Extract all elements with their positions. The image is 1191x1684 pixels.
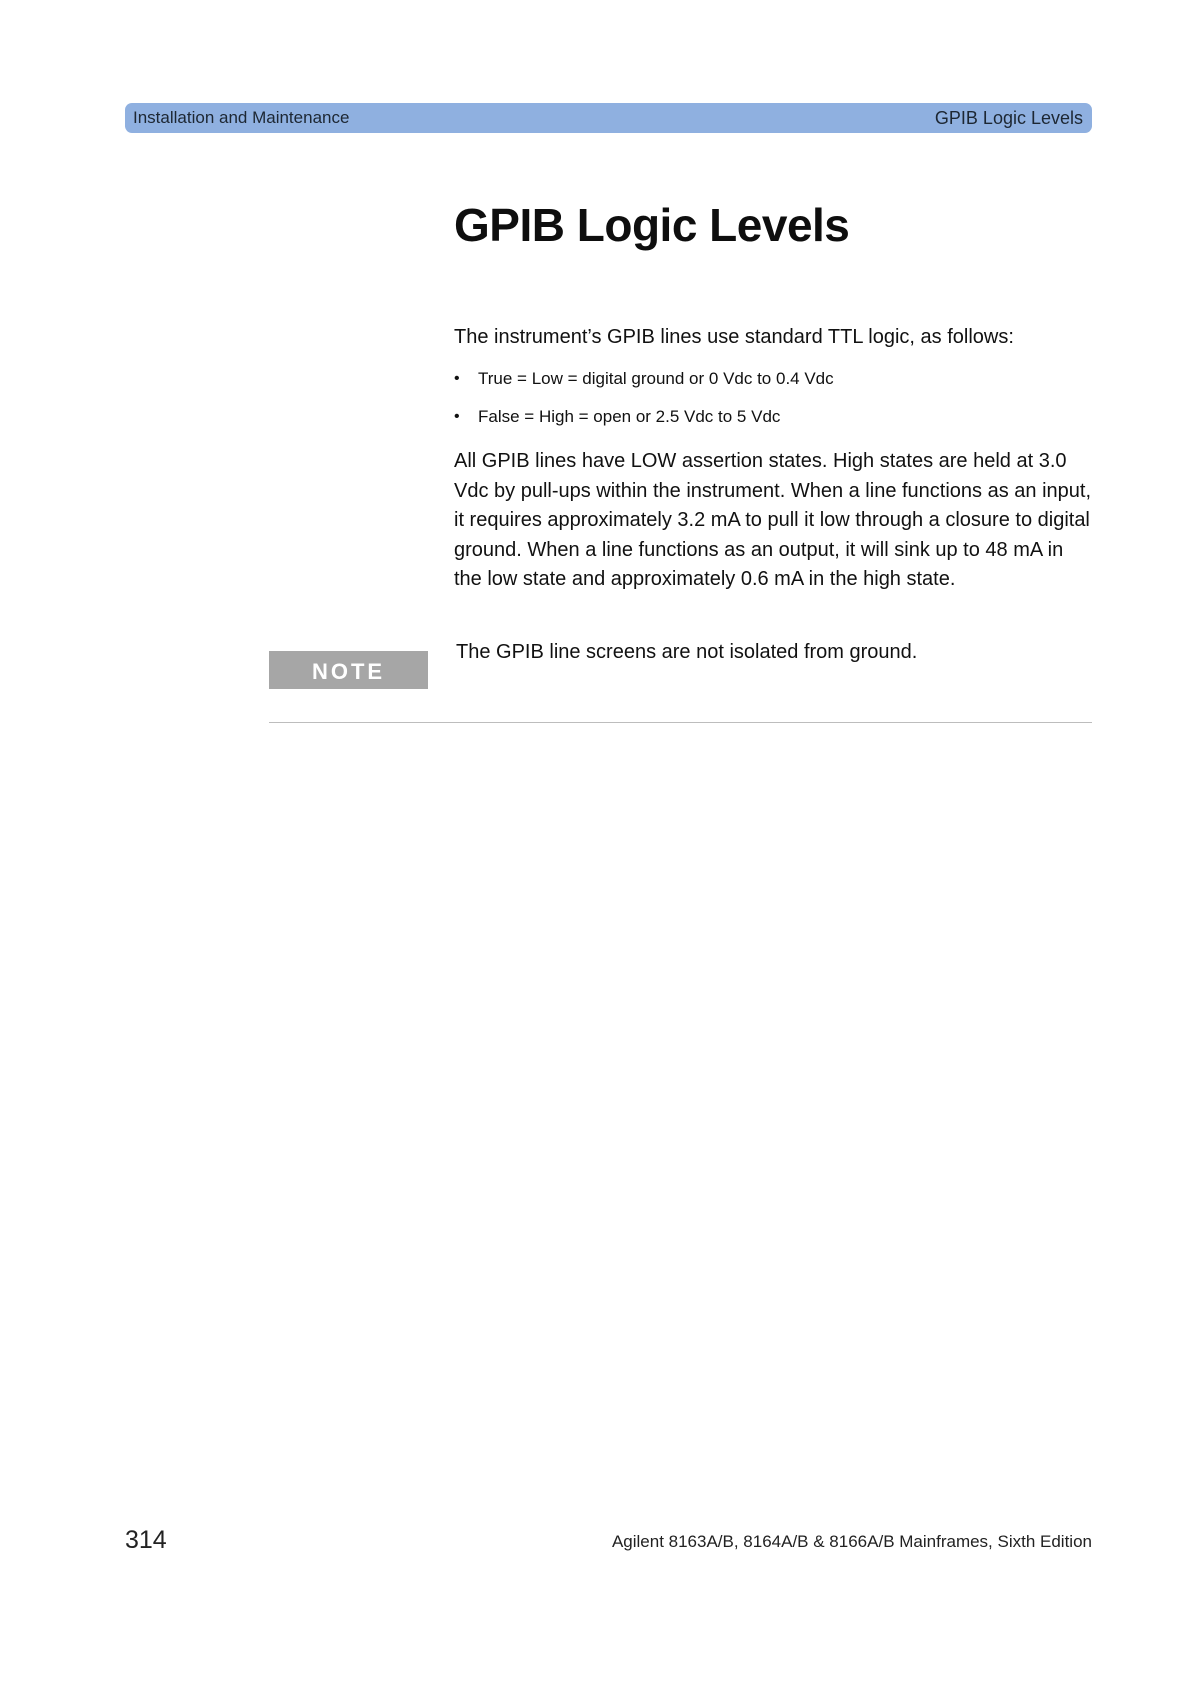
- page-title: GPIB Logic Levels: [454, 199, 850, 251]
- note-divider: [269, 722, 1092, 723]
- bullet-icon: •: [454, 408, 460, 425]
- list-item: [454, 405, 834, 443]
- note-badge: NOTE: [269, 651, 428, 689]
- bullet-icon: •: [454, 370, 460, 387]
- header-section-label: Installation and Maintenance: [133, 108, 350, 127]
- body-paragraph: All GPIB lines have LOW assertion states. High states are held at 3.0 Vdc by pull-ups within the instrument. When a line functions as an input, it requires approximately 3.2 mA to pull it low through a closure to digital ground. When a line functions as an output, it will sink up to 48 mA in the low state and approximately 0.6 mA in the high state.: [454, 450, 1092, 590]
- page-number: 314: [125, 1526, 167, 1554]
- list-item-text: True = Low = digital ground or 0 Vdc to 0.4 Vdc: [478, 369, 834, 388]
- list-item: [454, 367, 834, 405]
- header-topic-label: GPIB Logic Levels: [934, 108, 1083, 128]
- list-item-text: False = High = open or 2.5 Vdc to 5 Vdc: [478, 407, 781, 426]
- footer-edition: Agilent 8163A/B, 8164A/B & 8166A/B Mainframes, Sixth Edition: [611, 1532, 1092, 1551]
- note-text: The GPIB line screens are not isolated from ground.: [456, 641, 918, 663]
- logic-level-list: [454, 367, 834, 443]
- intro-text: The instrument’s GPIB lines use standard TTL logic, as follows:: [454, 326, 1014, 348]
- running-header: [125, 103, 1092, 133]
